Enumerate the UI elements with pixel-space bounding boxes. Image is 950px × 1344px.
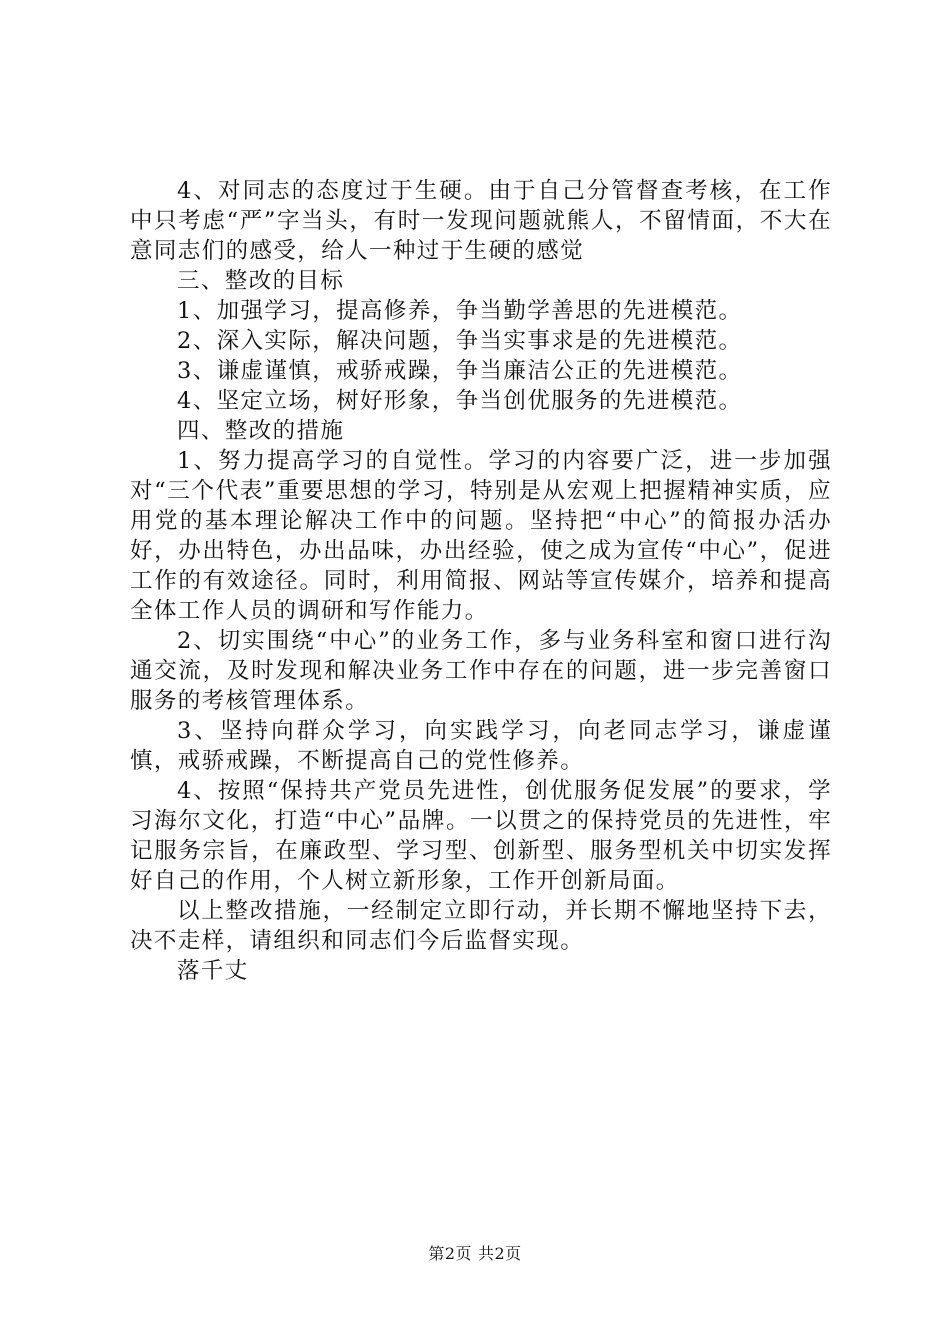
page-total: 共2页 xyxy=(478,1244,522,1263)
measure-item-4: 4、按照“保持共产党员先进性，创优服务促发展”的要求，学习海尔文化，打造“中心”品牌。一以贯之的保持党员的先进性，牢记服务宗旨，在廉政型、学习型、创新型、服务型机关中切实发挥好自己的作用，个人树立新形象，工作开创新局面。 xyxy=(130,778,832,894)
goal-item-2: 2、深入实际，解决问题，争当实事求是的先进模范。 xyxy=(177,328,743,354)
document-body xyxy=(130,176,832,986)
heading-rectification-measures: 四、整改的措施 xyxy=(177,418,345,444)
page-number: 第2页 xyxy=(428,1244,472,1263)
paragraph-attitude-issue: 4、对同志的态度过于生硬。由于自己分管督查考核，在工作中只考虑“严”字当头，有时一发现问题就熊人，不留情面，不大在意同志们的感受，给人一种过于生硬的感觉 xyxy=(130,178,832,264)
measure-item-1: 1、努力提高学习的自觉性。学习的内容要广泛，进一步加强对“三个代表”重要思想的学习，特别是从宏观上把握精神实质，应用党的基本理论解决工作中的问题。坚持把“中心”的简报办活办好，办出特色，办出品味，办出经验，使之成为宣传“中心”，促进工作的有效途径。同时，利用简报、网站等宣传媒介，培养和提高全体工作人员的调研和写作能力。 xyxy=(130,448,832,624)
closing-paragraph: 以上整改措施，一经制定立即行动，并长期不懈地坚持下去，决不走样，请组织和同志们今后监督实现。 xyxy=(130,898,832,954)
measure-item-3: 3、坚持向群众学习，向实践学习，向老同志学习，谦虚谨慎，戒骄戒躁，不断提高自己的党性修养。 xyxy=(130,718,832,774)
goal-item-1: 1、加强学习，提高修养，争当勤学善思的先进模范。 xyxy=(177,298,743,324)
goal-item-3: 3、谦虚谨慎，戒骄戒躁，争当廉洁公正的先进模范。 xyxy=(177,358,743,384)
heading-rectification-goals: 三、整改的目标 xyxy=(177,268,345,294)
measure-item-2: 2、切实围绕“中心”的业务工作，多与业务科室和窗口进行沟通交流，及时发现和解决业务工作中存在的问题，进一步完善窗口服务的考核管理体系。 xyxy=(130,628,832,714)
goal-item-4: 4、坚定立场，树好形象，争当创优服务的先进模范。 xyxy=(177,388,743,414)
trailing-text: 落千丈 xyxy=(177,958,249,984)
page-footer xyxy=(0,1244,950,1264)
